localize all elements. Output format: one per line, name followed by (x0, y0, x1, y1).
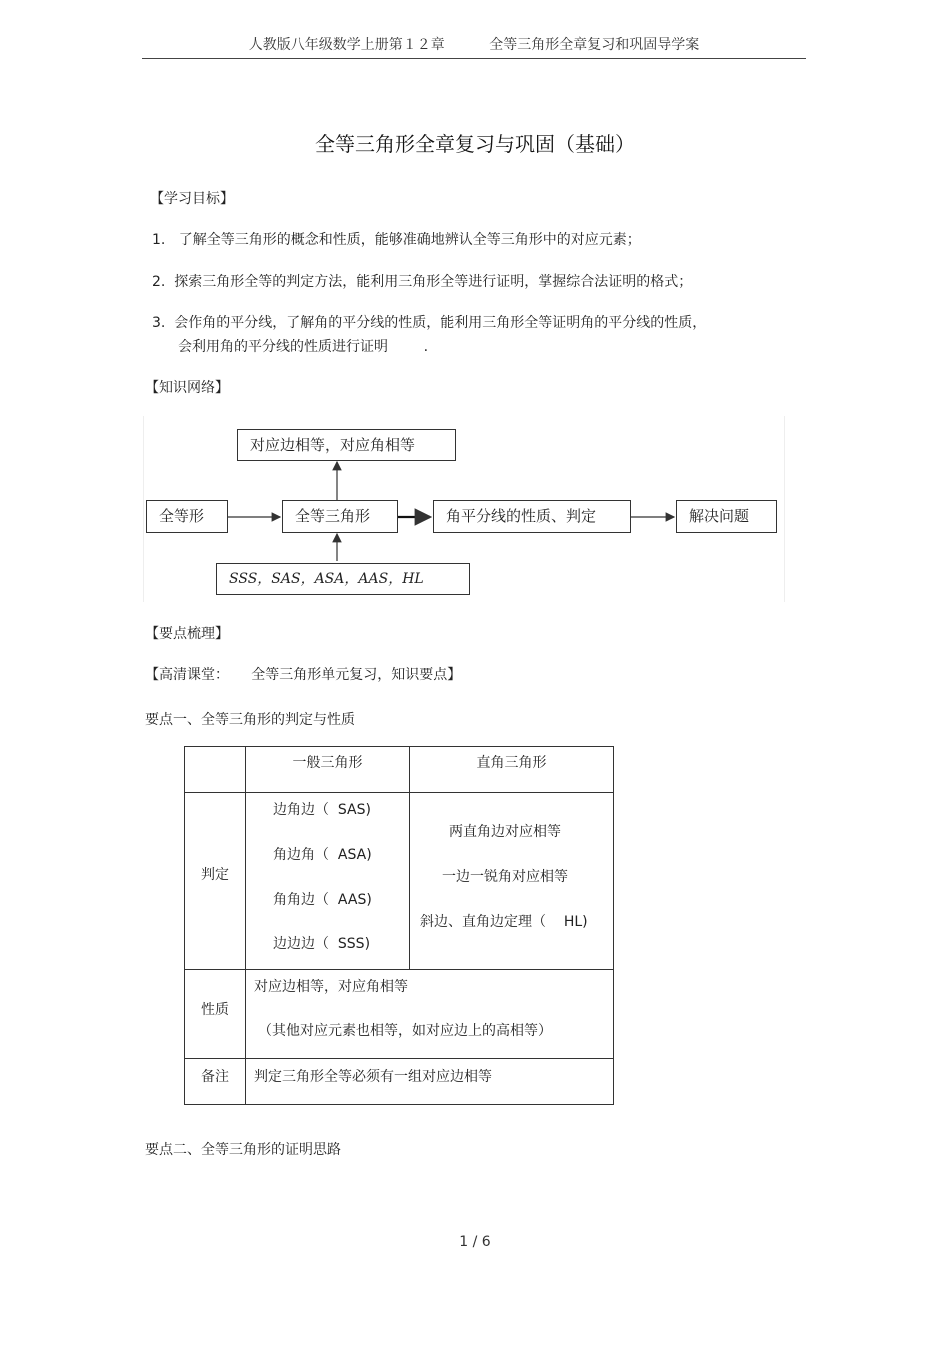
objective-2-text: 探索三角形全等的判定方法，能利用三角形全等进行证明，掌握综合法证明的格式； (174, 274, 693, 290)
running-header (142, 34, 806, 54)
header-left: 人教版八年级数学上册第１２章 (248, 37, 445, 53)
criterion-aas (273, 889, 372, 909)
objective-3-cont: 会利用角的平分线的性质进行证明 (178, 339, 388, 355)
network-heading: 【知识网络】 (145, 380, 229, 396)
box-correspondence: 对应边相等，对应角相等 (237, 429, 456, 461)
objective-3-num: 3. (152, 315, 166, 331)
right-criterion-hl-abbr: HL) (563, 914, 588, 930)
header-right: 全等三角形全章复习和巩固导学案 (489, 37, 700, 53)
box-angle-bisector: 角平分线的性质、判定 (433, 500, 631, 533)
objectives-heading: 【学习目标】 (150, 191, 234, 207)
row-property-label-cell (185, 970, 246, 1059)
table-header-general (246, 747, 410, 793)
row-judge-label: 判定 (201, 867, 229, 883)
property-line-1: 对应边相等，对应角相等 (254, 979, 408, 995)
criterion-asa-abbr: ASA) (337, 847, 372, 863)
objective-3-continued (178, 336, 428, 356)
objective-2 (152, 271, 692, 291)
table-corner-cell (185, 747, 246, 793)
table-row-note (185, 1059, 614, 1105)
criterion-sss (273, 933, 370, 953)
criterion-aas-name: 角角边（ (273, 892, 329, 908)
criterion-sas-abbr: SAS) (337, 802, 371, 818)
right-criterion-hl (420, 911, 588, 931)
row-property-label: 性质 (201, 1002, 229, 1018)
criterion-sas (273, 799, 371, 819)
box-congruent-figures: 全等形 (146, 500, 228, 533)
judge-general-cell (246, 793, 410, 970)
table-row-judge (185, 793, 614, 970)
page-number: 1 / 6 (459, 1234, 491, 1250)
header-general-label: 一般三角形 (292, 755, 363, 771)
criterion-asa-name: 角边角（ (273, 847, 329, 863)
keypoints-heading: 【要点梳理】 (145, 626, 229, 642)
table-header-row (185, 747, 614, 793)
class-note-text: 全等三角形单元复习，知识要点】 (251, 667, 462, 683)
criterion-sas-name: 边角边（ (273, 802, 329, 818)
objective-1-text: 了解全等三角形的概念和性质，能够准确地辨认全等三角形中的对应元素； (178, 232, 641, 248)
note-content-cell (246, 1059, 614, 1105)
class-note-prefix: 【高清课堂： (145, 667, 229, 683)
objective-3-text: 会作角的平分线，了解角的平分线的性质，能利用三角形全等证明角的平分线的性质， (174, 315, 707, 331)
criterion-asa (273, 844, 372, 864)
header-right-label: 直角三角形 (476, 755, 547, 771)
box-criteria: SSS，SAS，ASA，AAS，HL (216, 563, 470, 595)
table-header-right (410, 747, 614, 793)
knowledge-network-diagram (143, 416, 785, 602)
table-row-property (185, 970, 614, 1059)
objective-3-end: . (423, 339, 429, 355)
criterion-sss-abbr: SSS) (337, 936, 371, 952)
class-note (145, 664, 461, 684)
right-criterion-side-angle: 一边一锐角对应相等 (442, 869, 568, 885)
objective-1-num: 1. (152, 232, 166, 248)
point-one-heading: 要点一、全等三角形的判定与性质 (145, 712, 355, 728)
box-solve-problems: 解决问题 (676, 500, 777, 533)
property-content-cell (246, 970, 614, 1059)
criterion-aas-abbr: AAS) (337, 892, 372, 908)
point-two-heading: 要点二、全等三角形的证明思路 (145, 1142, 341, 1158)
page-title: 全等三角形全章复习与巩固（基础） (315, 132, 635, 156)
property-line-2: （其他对应元素也相等，如对应边上的高相等） (258, 1023, 552, 1039)
row-note-label: 备注 (201, 1069, 229, 1085)
box-congruent-triangles: 全等三角形 (282, 500, 398, 533)
criterion-sss-name: 边边边（ (273, 936, 329, 952)
judge-right-cell (410, 793, 614, 970)
right-criterion-legs: 两直角边对应相等 (449, 824, 561, 840)
row-judge-label-cell (185, 793, 246, 970)
note-text: 判定三角形全等必须有一组对应边相等 (254, 1069, 492, 1085)
right-criterion-hl-text: 斜边、直角边定理（ (420, 914, 546, 930)
criteria-table (184, 746, 614, 1105)
header-rule (142, 58, 806, 59)
objective-3 (152, 312, 706, 332)
row-note-label-cell (185, 1059, 246, 1105)
objective-2-num: 2. (152, 274, 166, 290)
objective-1 (152, 229, 641, 249)
